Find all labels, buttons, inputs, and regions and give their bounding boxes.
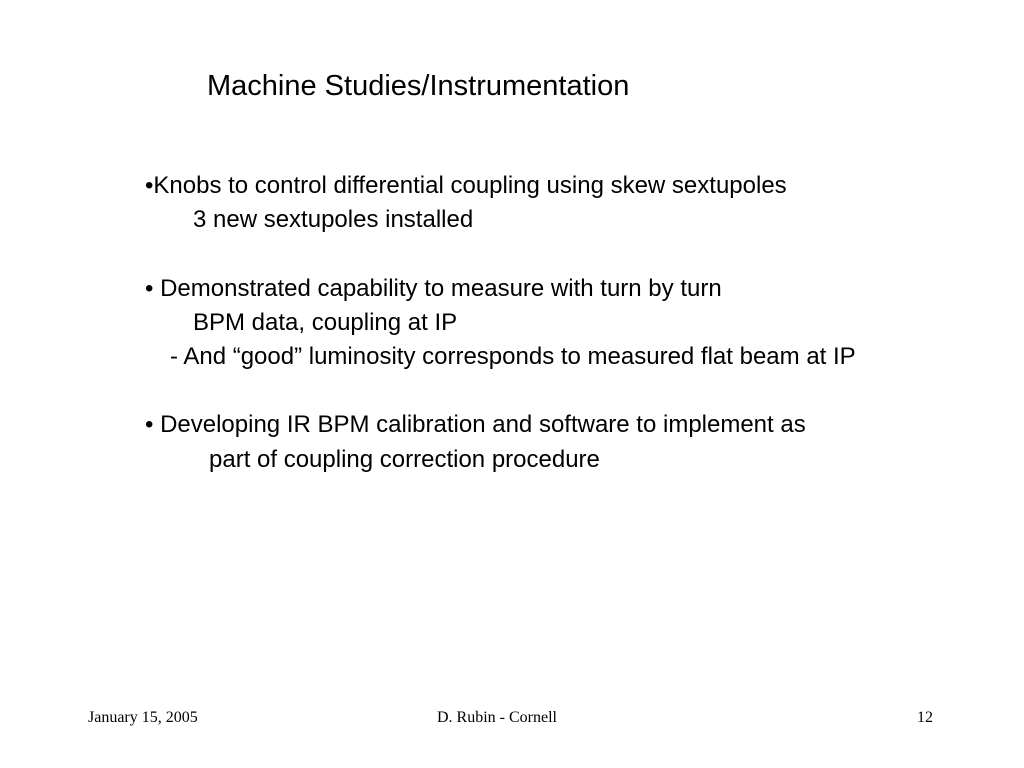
footer-page-number: 12 xyxy=(917,709,933,726)
bullet-text: • Demonstrated capability to measure with turn by turn xyxy=(145,275,722,302)
bullet-subpoint: - And “good” luminosity corresponds to measured flat beam at IP xyxy=(170,343,856,370)
slide-title: Machine Studies/Instrumentation xyxy=(207,70,630,102)
bullet-subline: BPM data, coupling at IP xyxy=(193,309,458,336)
footer-date: January 15, 2005 xyxy=(88,709,198,726)
bullet-text: • Developing IR BPM calibration and software to implement as xyxy=(145,411,806,438)
bullet-text: •Knobs to control differential coupling using skew sextupoles xyxy=(145,172,787,199)
bullet-subline: part of coupling correction procedure xyxy=(209,446,600,473)
footer-author: D. Rubin - Cornell xyxy=(437,709,557,726)
bullet-subline: 3 new sextupoles installed xyxy=(193,206,474,233)
